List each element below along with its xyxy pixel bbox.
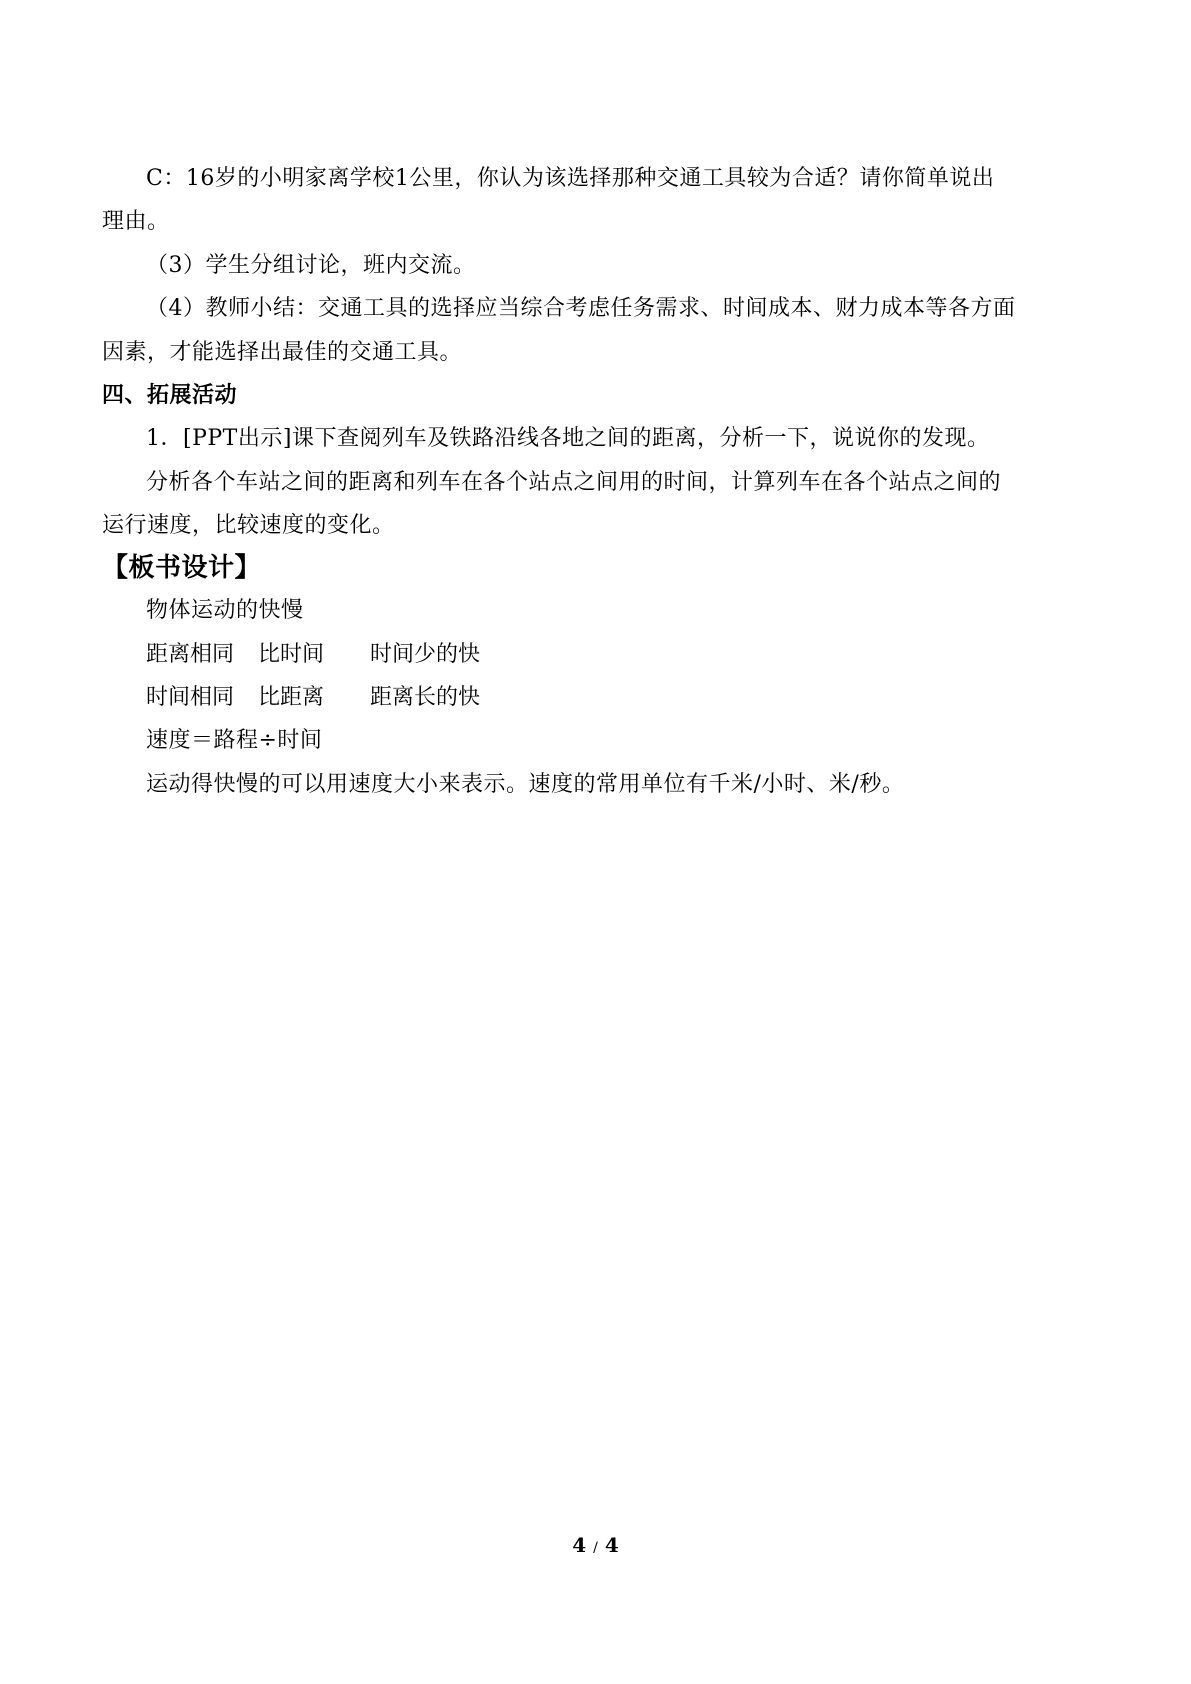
board-row-distance-same (146, 640, 546, 670)
board-row-condition: 时间相同 (146, 685, 235, 710)
paragraph-ext-analysis-line2: 运行速度，比较速度的变化。 (102, 513, 395, 538)
board-row-result: 距离长的快 (370, 685, 481, 710)
board-row-method: 比时间 (258, 642, 325, 667)
board-row-time-same (146, 683, 546, 713)
paragraph-ext-analysis-line1: 分析各个车站之间的距离和列车在各个站点之间用的时间，计算列车在各个站点之间的 (146, 470, 1002, 495)
page-number (0, 1533, 1191, 1557)
board-formula: 速度＝路程÷时间 (146, 728, 323, 753)
page-separator: / (593, 1540, 598, 1556)
board-topic: 物体运动的快慢 (146, 598, 304, 623)
paragraph-step4-line1: （4）教师小结：交通工具的选择应当综合考虑任务需求、时间成本、财力成本等各方面 (146, 296, 1016, 321)
paragraph-c-question-line2: 理由。 (102, 209, 170, 234)
paragraph-step3: （3）学生分组讨论，班内交流。 (146, 253, 476, 278)
current-page: 4 (572, 1533, 587, 1557)
paragraph-step4-line2: 因素，才能选择出最佳的交通工具。 (102, 340, 463, 365)
total-pages: 4 (604, 1533, 619, 1557)
section4-heading: 四、拓展活动 (102, 383, 238, 408)
board-row-method: 比距离 (258, 685, 325, 710)
board-row-result: 时间少的快 (370, 642, 481, 667)
board-conclusion: 运动得快慢的可以用速度大小来表示。速度的常用单位有千米/小时、米/秒。 (146, 772, 905, 797)
paragraph-c-question-line1: C：16岁的小明家离学校1公里，你认为该选择那种交通工具较为合适？请你简单说出 (146, 166, 995, 191)
board-design-title: 【板书设计】 (102, 553, 262, 583)
board-row-condition: 距离相同 (146, 642, 235, 667)
paragraph-ext1: 1．[PPT出示]课下查阅列车及铁路沿线各地之间的距离，分析一下，说说你的发现。 (146, 426, 990, 451)
